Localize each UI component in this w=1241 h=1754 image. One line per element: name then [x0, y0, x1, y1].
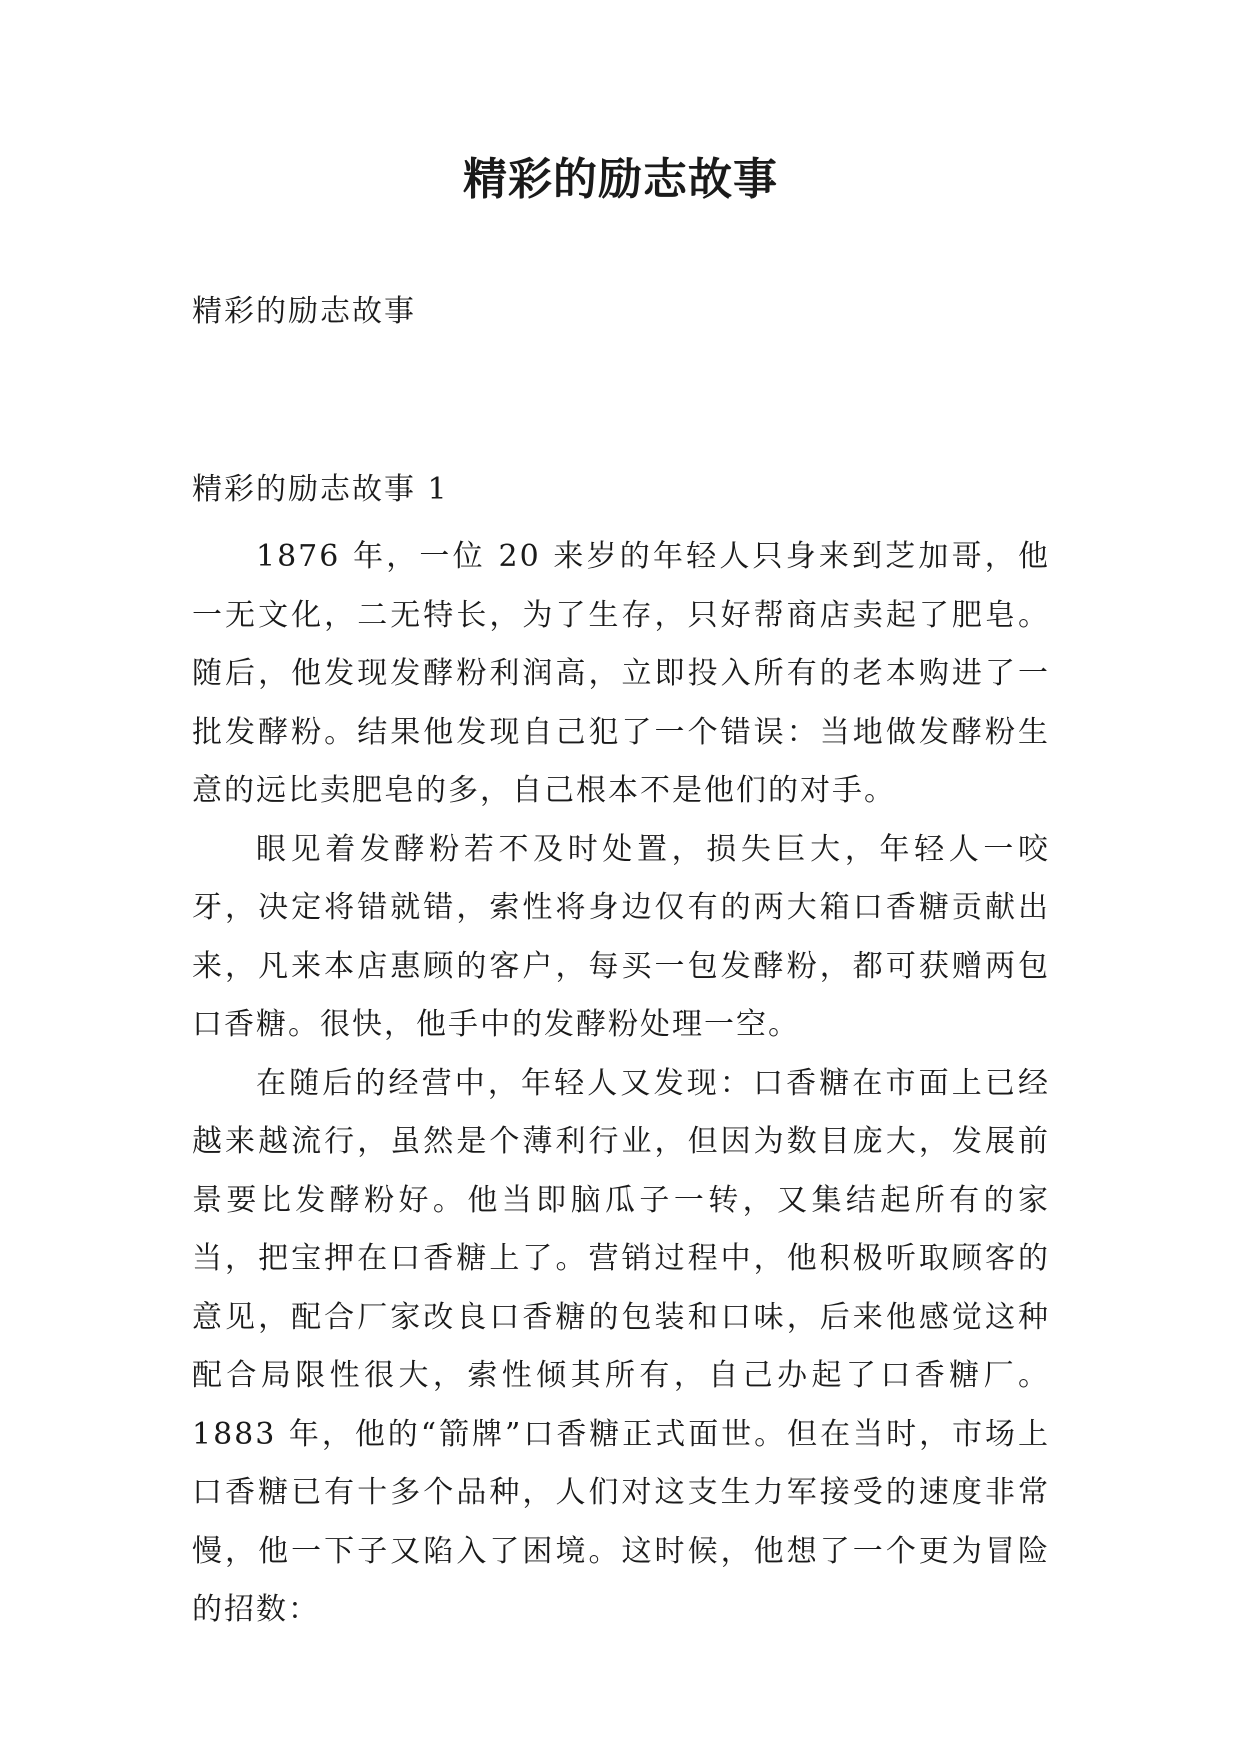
paragraph-3: 在随后的经营中，年轻人又发现：口香糖在市面上已经越来越流行，虽然是个薄利行业，但因为数目庞大，发展前景要比发酵粉好。他当即脑瓜子一转，又集结起所有的家当，把宝押在口香糖上了。营销过程中，他积极听取顾客的意见，配合厂家改良口香糖的包装和口味，后来他感觉这种配合局限性很大，索性倾其所有，自己办起了口香糖厂。1883 年，他的“箭牌”口香糖正式面世。但在当时，市场上口香糖已有十多个品种，人们对这支生力军接受的速度非常慢，他一下子又陷入了困境。这时候，他想了一个更为冒险的招数：: [192, 1065, 1050, 1627]
document-subtitle: 精彩的励志故事: [192, 294, 416, 329]
section-heading: 精彩的励志故事 1: [192, 472, 449, 507]
document-title: 精彩的励志故事: [463, 154, 778, 205]
paragraph-2: 眼见着发酵粉若不及时处置，损失巨大，年轻人一咬牙，决定将错就错，索性将身边仅有的两大箱口香糖贡献出来，凡来本店惠顾的客户，每买一包发酵粉，都可获赠两包口香糖。很快，他手中的发酵粉处理一空。: [192, 831, 1050, 1042]
document-body: [192, 528, 1050, 1640]
paragraph-1: 1876 年，一位 20 来岁的年轻人只身来到芝加哥，他一无文化，二无特长，为了生存，只好帮商店卖起了肥皂。随后，他发现发酵粉利润高，立即投入所有的老本购进了一批发酵粉。结果他发现自己犯了一个错误：当地做发酵粉生意的远比卖肥皂的多，自己根本不是他们的对手。: [192, 539, 1050, 808]
